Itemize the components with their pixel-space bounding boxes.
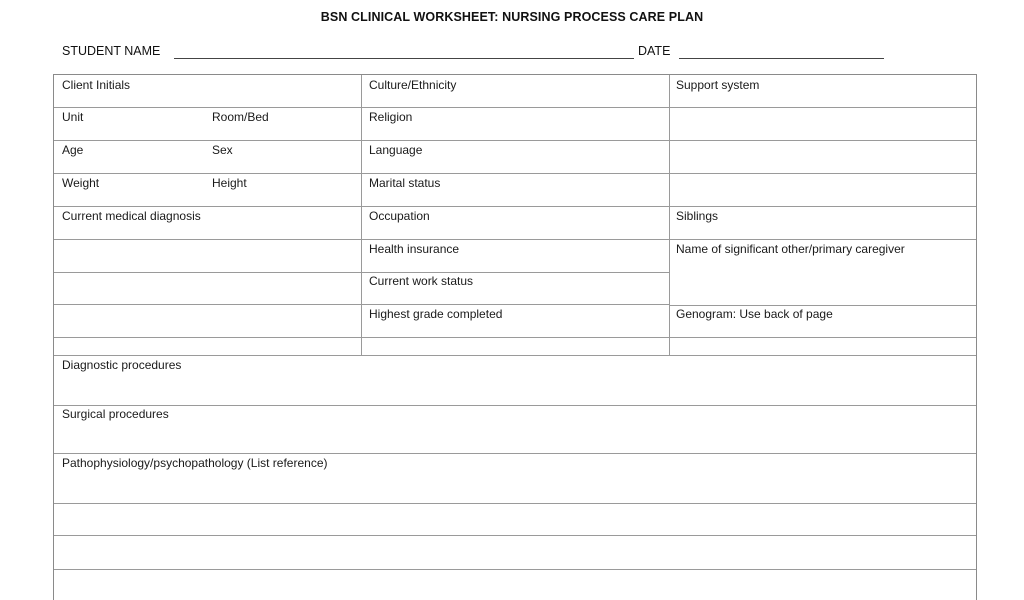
religion-label: Religion	[369, 110, 413, 124]
sex-label: Sex	[212, 143, 233, 157]
significant-other-label: Name of significant other/primary caregiver	[676, 242, 905, 256]
genogram-label: Genogram: Use back of page	[676, 307, 833, 321]
date-field[interactable]	[679, 58, 884, 59]
date-label: DATE	[638, 44, 671, 58]
student-info-line	[62, 44, 892, 62]
pathophysiology-label: Pathophysiology/psychopathology (List reference)	[62, 456, 328, 470]
worksheet-title: BSN CLINICAL WORKSHEET: NURSING PROCESS CARE PLAN	[320, 10, 704, 24]
language-label: Language	[369, 143, 423, 157]
unit-label: Unit	[62, 110, 84, 124]
weight-label: Weight	[62, 176, 100, 190]
room-bed-label: Room/Bed	[212, 110, 269, 124]
marital-status-label: Marital status	[369, 176, 441, 190]
highest-grade-label: Highest grade completed	[369, 307, 503, 321]
health-insurance-label: Health insurance	[369, 242, 460, 256]
age-label: Age	[62, 143, 84, 157]
culture-ethnicity-label: Culture/Ethnicity	[369, 78, 457, 92]
student-name-field[interactable]	[174, 58, 634, 59]
height-label: Height	[212, 176, 247, 190]
occupation-label: Occupation	[369, 209, 430, 223]
current-work-status-label: Current work status	[369, 274, 474, 288]
current-medical-diagnosis-label: Current medical diagnosis	[62, 209, 201, 223]
client-initials-label: Client Initials	[62, 78, 131, 92]
surgical-procedures-label: Surgical procedures	[62, 407, 169, 421]
care-plan-form	[53, 74, 977, 600]
diagnostic-procedures-label: Diagnostic procedures	[62, 358, 182, 372]
student-name-label: STUDENT NAME	[62, 44, 161, 58]
siblings-label: Siblings	[676, 209, 719, 223]
support-system-label: Support system	[676, 78, 760, 92]
